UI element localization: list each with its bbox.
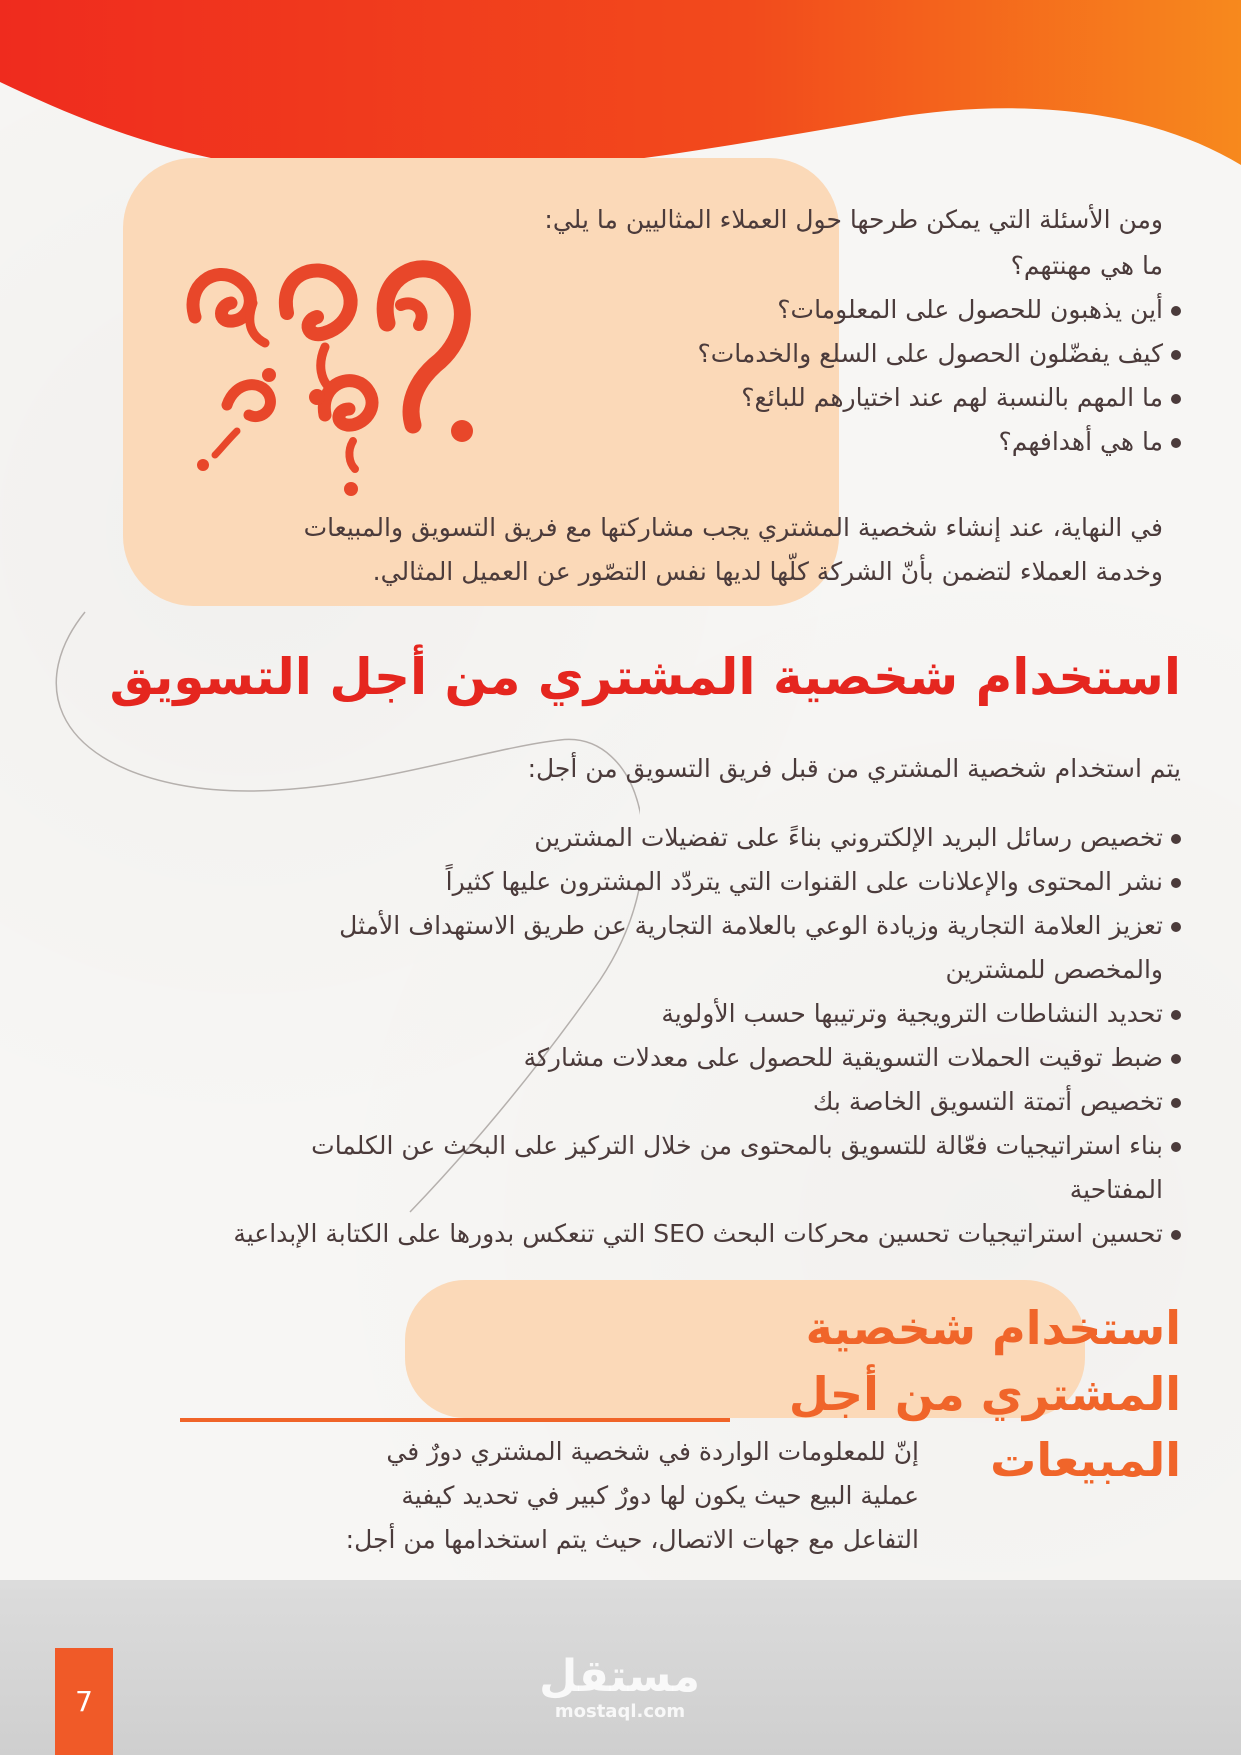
bullet-icon: [1171, 1010, 1181, 1020]
bullet-icon: [1171, 1142, 1181, 1152]
watermark-logo: [540, 1652, 700, 1722]
question-item: ما المهم بالنسبة لهم عند اختيارهم للبائع؟: [381, 376, 1181, 420]
bullet-icon: [1171, 878, 1181, 888]
conclusion-line: وخدمة العملاء لتضمن بأنّ الشركة كلّها لديها نفس التصّور عن العميل المثالي.: [372, 557, 1163, 586]
watermark-url: mostaql.com: [554, 1701, 686, 1722]
marketing-bullet: تخصيص أتمتة التسويق الخاصة بك: [31, 1080, 1181, 1124]
bullet-icon: [1171, 438, 1181, 448]
marketing-bullet: نشر المحتوى والإعلانات على القنوات التي يتردّد المشترون عليها كثيراً: [31, 860, 1181, 904]
question-item: كيف يفضّلون الحصول على السلع والخدمات؟: [381, 332, 1181, 376]
marketing-bullet: تحسين استراتيجيات تحسين محركات البحث SEO التي تنعكس بدورها على الكتابة الإبداعية: [1, 1212, 1181, 1256]
marketing-bullet-continuation: والمخصص للمشترين: [945, 955, 1163, 984]
conclusion-line: في النهاية، عند إنشاء شخصية المشتري يجب مشاركتها مع فريق التسويق والمبيعات: [303, 513, 1163, 542]
sales-body-line: عملية البيع حيث يكون لها دورٌ كبير في تحديد كيفية: [401, 1481, 919, 1510]
marketing-bullet: تعزيز العلامة التجارية وزيادة الوعي بالعلامة التجارية عن طريق الاستهداف الأمثل: [31, 904, 1181, 948]
bullet-icon: [1171, 394, 1181, 404]
page-number-badge: [55, 1648, 113, 1755]
page-number: 7: [75, 1685, 93, 1718]
bullet-icon: [1171, 1098, 1181, 1108]
intro-lead: ومن الأسئلة التي يمكن طرحها حول العملاء المثاليين ما يلي:: [544, 205, 1163, 234]
question-item: ما هي أهدافهم؟: [381, 420, 1181, 464]
marketing-bullet: ضبط توقيت الحملات التسويقية للحصول على معدلات مشاركة: [31, 1036, 1181, 1080]
bullet-icon: [1171, 834, 1181, 844]
marketing-bullet: تخصيص رسائل البريد الإلكتروني بناءً على تفضيلات المشترين: [31, 816, 1181, 860]
marketing-bullet: تحديد النشاطات الترويجية وترتيبها حسب الأولوية: [31, 992, 1181, 1036]
sales-body-line: إنّ للمعلومات الواردة في شخصية المشتري دورٌ في: [386, 1437, 919, 1466]
marketing-lead: يتم استخدام شخصية المشتري من قبل فريق التسويق من أجل:: [527, 754, 1181, 783]
bullet-icon: [1171, 306, 1181, 316]
section-divider: [180, 1418, 730, 1422]
bullet-icon: [1171, 350, 1181, 360]
sales-heading: استخدام شخصية المشتري من أجل المبيعات: [788, 1301, 1181, 1487]
watermark-arabic: مستقل: [539, 1651, 700, 1702]
bullet-icon: [1171, 1054, 1181, 1064]
marketing-bullet-continuation: المفتاحية: [1069, 1175, 1163, 1204]
intro-first-question: ما هي مهنتهم؟: [1010, 251, 1163, 280]
bullet-icon: [1171, 922, 1181, 932]
sales-body-line: التفاعل مع جهات الاتصال، حيث يتم استخدامها من أجل:: [345, 1525, 919, 1554]
question-item: أين يذهبون للحصول على المعلومات؟: [381, 288, 1181, 332]
marketing-bullet: بناء استراتيجيات فعّالة للتسويق بالمحتوى من خلال التركيز على البحث عن الكلمات: [31, 1124, 1181, 1168]
marketing-heading: استخدام شخصية المشتري من أجل التسويق: [109, 648, 1181, 706]
bullet-icon: [1171, 1230, 1181, 1240]
